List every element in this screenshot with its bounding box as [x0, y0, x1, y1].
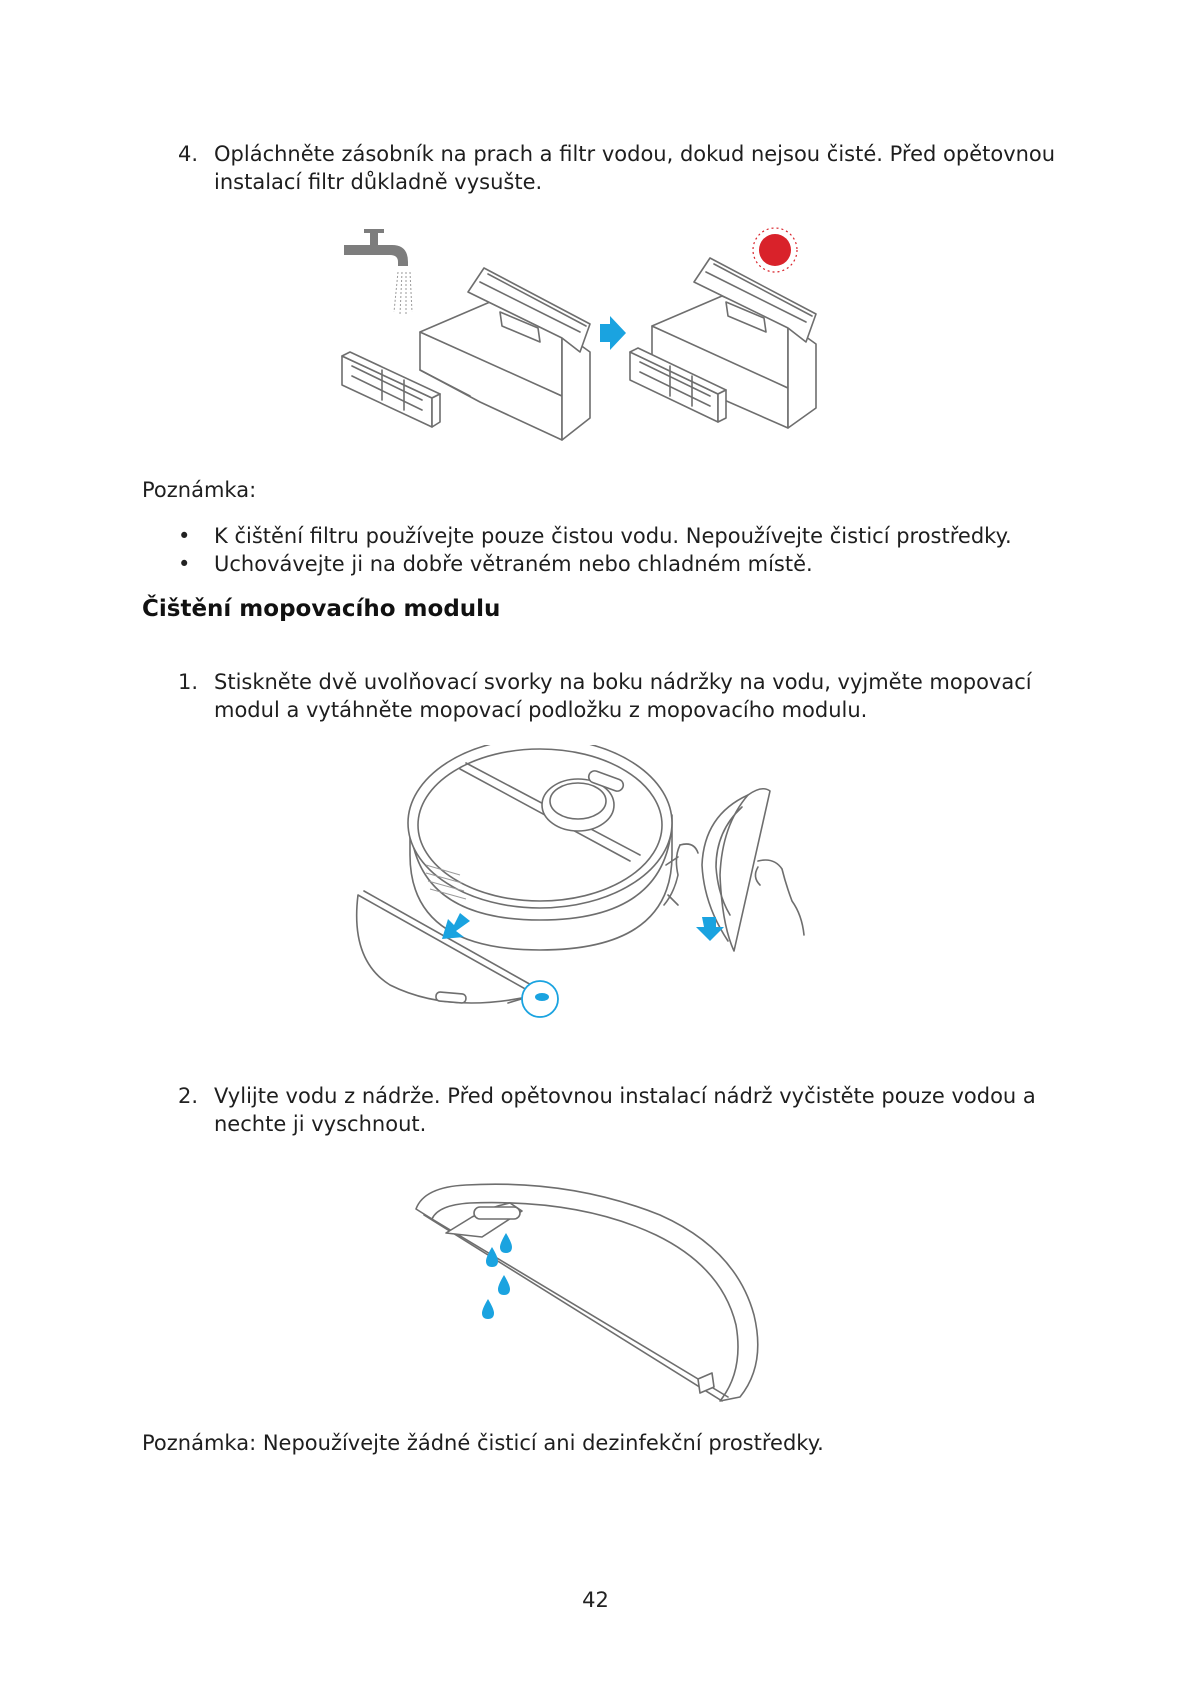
faucet-icon [344, 229, 412, 314]
bullet-marker: • [178, 524, 191, 548]
step-1-line-2: modul a vytáhněte mopovací podložku z mopovacího modulu. [214, 698, 868, 722]
step-2-line-2: nechte ji vyschnout. [214, 1112, 427, 1136]
sun-icon [753, 228, 797, 272]
rinse-dustbin-illustration [330, 220, 870, 455]
page-number: 42 [582, 1588, 609, 1612]
step-4-line-2: instalací filtr důkladně vysušte. [214, 170, 543, 194]
step-4-number: 4. [178, 142, 199, 166]
arrow-down-icon [696, 917, 724, 941]
note-bullet-1: K čištění filtru používejte pouze čistou vodu. Nepoužívejte čisticí prostředky. [214, 524, 1012, 548]
remove-mop-module-illustration [330, 745, 870, 1050]
step-2-number: 2. [178, 1084, 199, 1108]
step-4-line-1: Opláchněte zásobník na prach a filtr vodou, dokud nejsou čisté. Před opětovnou [214, 142, 1056, 166]
note-bullet-2: Uchovávejte ji na dobře větraném nebo chladném místě. [214, 552, 813, 576]
note-2: Poznámka: Nepoužívejte žádné čisticí ani dezinfekční prostředky. [142, 1431, 824, 1455]
arrow-right-icon [600, 316, 626, 350]
step-1-line-1: Stiskněte dvě uvolňovací svorky na boku nádržky na vodu, vyjměte mopovací [214, 670, 1032, 694]
bullet-marker: • [178, 552, 191, 576]
section-heading: Čištění mopovacího modulu [142, 596, 501, 622]
step-1-number: 1. [178, 670, 199, 694]
note-label: Poznámka: [142, 478, 257, 502]
empty-water-tank-illustration [410, 1175, 790, 1415]
step-2-line-1: Vylijte vodu z nádrže. Před opětovnou instalací nádrž vyčistěte pouze vodou a [214, 1084, 1036, 1108]
